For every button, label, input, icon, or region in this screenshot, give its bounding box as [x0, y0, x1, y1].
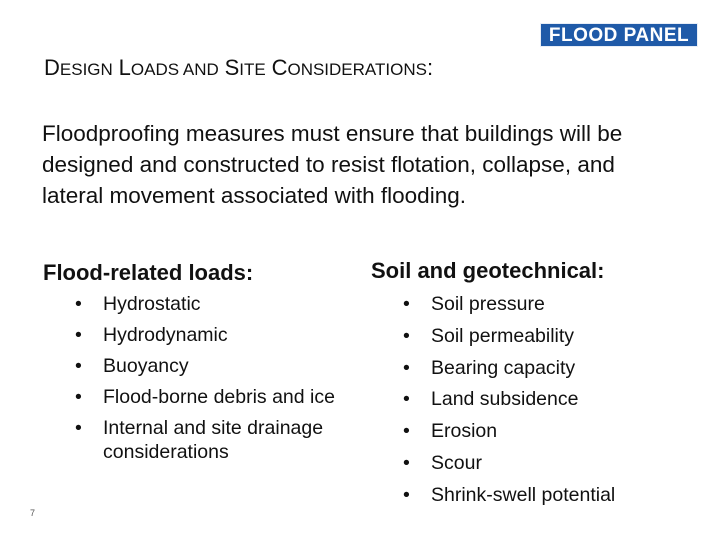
intro-paragraph: Floodproofing measures must ensure that buildings will be designed and constructed to resist flotation, collapse, and lateral movement associated with flooding. — [42, 121, 623, 208]
list-item: • Soil permeability — [403, 324, 703, 348]
flood-loads-list — [75, 292, 345, 471]
title-part4-rest: ONSIDERATIONS — [287, 60, 427, 79]
list-item: • Soil pressure — [403, 292, 703, 316]
title-part1-cap: D — [44, 55, 60, 80]
title-part3-rest: ITE — [239, 60, 266, 79]
title-part4-cap: C — [271, 55, 288, 80]
list-item: • Hydrodynamic — [75, 323, 345, 347]
title-part3-cap: S — [224, 55, 240, 80]
list-item: • Erosion — [403, 419, 703, 443]
list-item: • Buoyancy — [75, 354, 345, 378]
list-item: • Flood-borne debris and ice — [75, 385, 345, 409]
list-item: • Internal and site drainage considerations — [75, 416, 345, 464]
title-part2-rest: OADS AND — [130, 60, 219, 79]
title-part2-cap: L — [118, 55, 131, 80]
page-number: 7 — [30, 508, 36, 518]
flood-panel-logo: FLOOD PANEL — [540, 23, 698, 47]
soil-geotechnical-heading: Soil and geotechnical: — [371, 258, 605, 283]
soil-geotechnical-list — [403, 292, 703, 515]
list-item: • Land subsidence — [403, 387, 703, 411]
list-item: • Bearing capacity — [403, 356, 703, 380]
flood-loads-heading: Flood-related loads: — [43, 260, 254, 285]
list-item: • Scour — [403, 451, 703, 475]
title-colon: : — [426, 55, 434, 80]
slide-title — [44, 52, 433, 86]
list-item: • Hydrostatic — [75, 292, 345, 316]
list-item: • Shrink-swell potential — [403, 483, 703, 507]
title-part1-rest: ESIGN — [59, 60, 113, 79]
